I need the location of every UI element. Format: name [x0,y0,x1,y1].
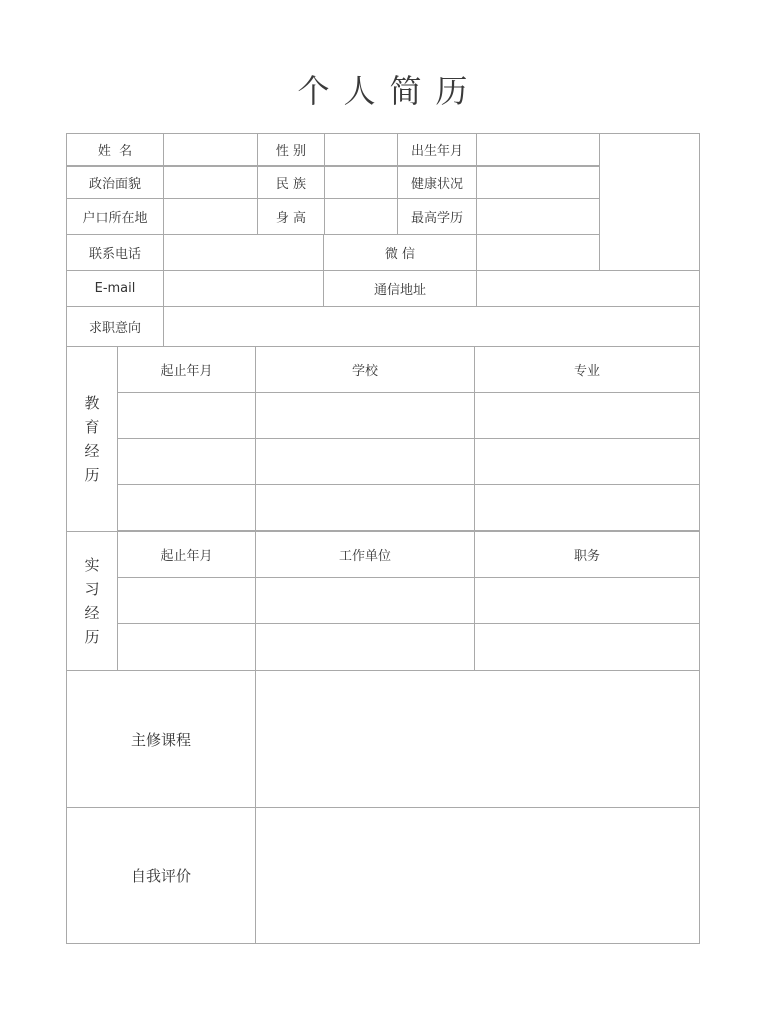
education-row-2-major[interactable] [474,438,700,485]
ethnicity-field[interactable] [324,166,398,199]
internship-header-company: 工作单位 [255,531,475,578]
internship-header-period: 起止年月 [117,531,256,578]
political-label: 政治面貌 [66,166,164,199]
education-row-3-school[interactable] [255,484,475,531]
email-label: E-mail [66,270,164,307]
hukou-label: 户口所在地 [66,198,164,235]
health-label: 健康状况 [397,166,477,199]
internship-row-2-position[interactable] [474,623,700,671]
education-row-2-school[interactable] [255,438,475,485]
name-field[interactable] [163,133,258,166]
address-field[interactable] [476,270,700,307]
height-field[interactable] [324,198,398,235]
gender-field[interactable] [324,133,398,166]
courses-field[interactable] [255,670,700,808]
ethnicity-label: 民 族 [257,166,325,199]
internship-row-2-company[interactable] [255,623,475,671]
height-label: 身 高 [257,198,325,235]
education-row-1-period[interactable] [117,392,256,439]
self-evaluation-field[interactable] [255,807,700,944]
wechat-field[interactable] [476,234,600,271]
birth-field[interactable] [476,133,600,166]
page-title: 个人简历 [297,72,482,110]
hukou-field[interactable] [163,198,258,235]
self-evaluation-label: 自我评价 [66,807,256,944]
photo-area[interactable] [599,133,700,271]
education-level-label: 最高学历 [397,198,477,235]
education-row-1-major[interactable] [474,392,700,439]
name-label: 姓 名 [66,133,164,166]
internship-row-1-period[interactable] [117,577,256,624]
education-row-3-period[interactable] [117,484,256,531]
education-header-major: 专业 [474,346,700,393]
internship-row-1-company[interactable] [255,577,475,624]
job-intention-label: 求职意向 [66,306,164,347]
education-row-3-major[interactable] [474,484,700,531]
education-row-1-school[interactable] [255,392,475,439]
address-label: 通信地址 [323,270,477,307]
health-field[interactable] [476,166,600,199]
phone-label: 联系电话 [66,234,164,271]
resume-form [66,133,700,944]
education-row-2-period[interactable] [117,438,256,485]
political-field[interactable] [163,166,258,199]
courses-label: 主修课程 [66,670,256,808]
wechat-label: 微 信 [323,234,477,271]
education-level-field[interactable] [476,198,600,235]
gender-label: 性 别 [257,133,325,166]
education-header-school: 学校 [255,346,475,393]
education-header-period: 起止年月 [117,346,256,393]
internship-row-1-position[interactable] [474,577,700,624]
education-section-label: 教 育 经 历 [66,346,118,532]
internship-header-position: 职务 [474,531,700,578]
internship-row-2-period[interactable] [117,623,256,671]
internship-section-label: 实 习 经 历 [66,531,118,671]
email-field[interactable] [163,270,324,307]
birth-label: 出生年月 [397,133,477,166]
job-intention-field[interactable] [163,306,700,347]
phone-field[interactable] [163,234,324,271]
